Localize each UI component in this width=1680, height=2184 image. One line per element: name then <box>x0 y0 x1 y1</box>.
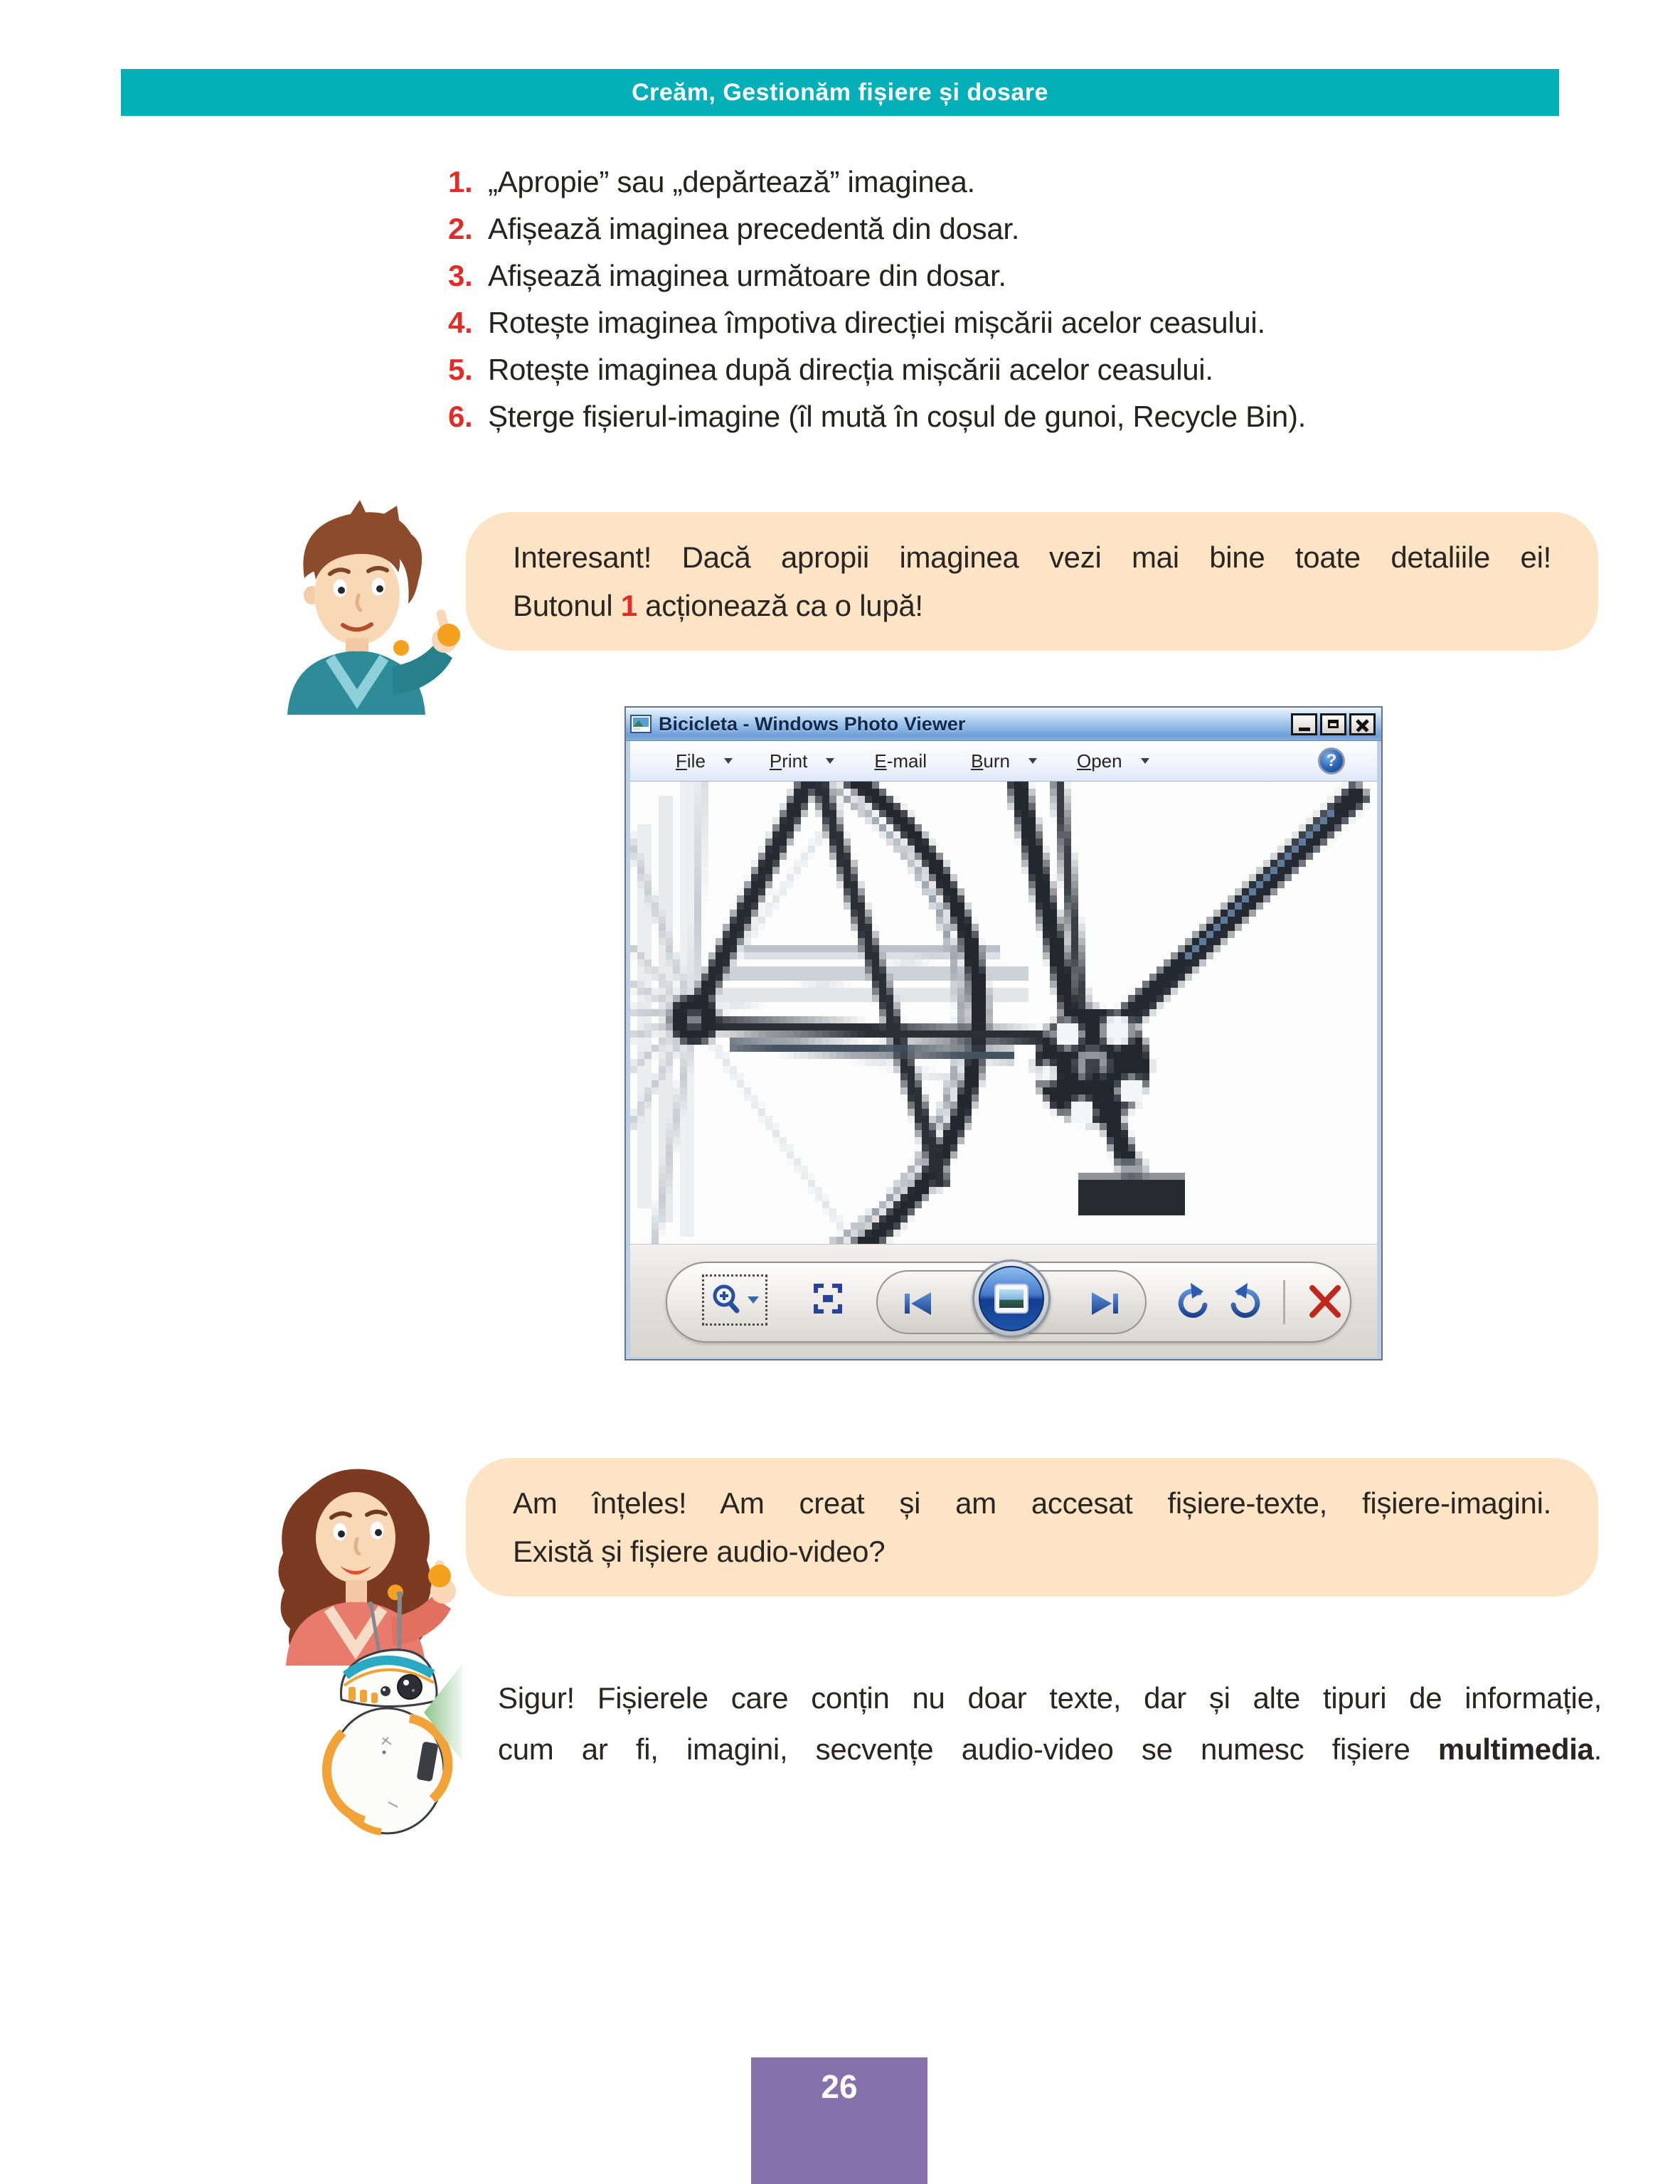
chevron-down-icon <box>747 1296 760 1304</box>
list-text: Afișează imaginea următoare din dosar. <box>488 259 1006 292</box>
speech-bubble-girl <box>466 1458 1598 1597</box>
play-slideshow-button[interactable] <box>972 1259 1051 1338</box>
bubble-line: Am înțeles! Am creat și am accesat fișiere-texte, fișiere-imagini. <box>513 1486 1551 1520</box>
button-function-list <box>448 165 1558 447</box>
titlebar[interactable] <box>626 708 1381 741</box>
previous-button[interactable] <box>902 1290 933 1317</box>
window-title: Bicicleta - Windows Photo Viewer <box>659 713 966 735</box>
robot-speech-pointer <box>424 1663 462 1762</box>
chevron-down-icon <box>1028 758 1037 764</box>
help-button[interactable] <box>1318 747 1345 774</box>
toolbar-separator <box>1283 1280 1285 1324</box>
maximize-button[interactable] <box>1320 713 1346 735</box>
list-text: Rotește imaginea împotiva direcției mișcării acelor ceasului. <box>488 306 1265 339</box>
menubar <box>630 741 1377 782</box>
minimize-icon <box>1299 728 1310 731</box>
close-button[interactable] <box>1349 713 1376 735</box>
list-number: 2. <box>448 212 473 245</box>
chevron-down-icon <box>826 758 834 764</box>
menu-open[interactable]: O pen <box>1077 750 1149 772</box>
bubble-text: Butonul <box>513 588 621 622</box>
list-text: „Apropie” sau „depărtează” imaginea. <box>488 165 975 198</box>
bubble-text: acționează ca o lupă! <box>637 588 923 622</box>
list-item <box>448 353 1558 400</box>
multimedia-term: multimedia <box>1437 1732 1594 1766</box>
toolbar-pill <box>666 1262 1351 1343</box>
list-item <box>448 212 1558 259</box>
boy-character <box>242 487 469 715</box>
bubble-line: Există și fișiere audio-video? <box>513 1534 886 1568</box>
chapter-header <box>121 69 1559 116</box>
next-button[interactable] <box>1090 1290 1121 1317</box>
list-number: 3. <box>448 259 473 292</box>
chevron-down-icon <box>724 758 733 764</box>
app-icon <box>630 714 652 734</box>
bubble-line: Interesant! Dacă apropii imaginea vezi mai bine toate detaliile ei! <box>513 540 1551 574</box>
list-item <box>448 259 1558 306</box>
list-text: Rotește imaginea după direcția mișcării acelor ceasului. <box>488 353 1213 386</box>
rotate-clockwise-button[interactable] <box>1229 1283 1265 1321</box>
menu-burn[interactable]: B urn <box>971 750 1037 772</box>
menu-email[interactable]: E -mail <box>874 750 927 772</box>
photo-viewer-window <box>624 706 1383 1360</box>
chapter-title: Creăm, Gestionăm fișiere și dosare <box>632 78 1048 106</box>
list-text: Afișează imaginea precedentă din dosar. <box>488 212 1020 245</box>
bubble-dot-large <box>428 1565 451 1587</box>
list-text: Șterge fișierul-imagine (îl mută în coșul de gunoi, Recycle Bin). <box>488 400 1307 433</box>
viewer-toolbar <box>630 1244 1377 1357</box>
speech-bubble-boy <box>466 512 1598 651</box>
list-number: 5. <box>448 353 473 386</box>
fit-to-window-button[interactable] <box>813 1283 843 1314</box>
menu-print[interactable]: P rint <box>770 750 834 772</box>
slideshow-icon <box>979 1266 1044 1331</box>
bubble-line <box>513 582 1551 630</box>
page-number-box <box>751 2057 927 2184</box>
list-number: 6. <box>448 400 473 433</box>
zoom-button[interactable] <box>702 1274 767 1326</box>
robot-speech-text <box>498 1673 1602 1775</box>
list-item <box>448 400 1558 447</box>
delete-button[interactable] <box>1307 1282 1343 1321</box>
magnifier-plus-icon <box>710 1283 744 1317</box>
list-item <box>448 165 1558 212</box>
list-item <box>448 306 1558 353</box>
bubble-dot-small <box>393 640 409 656</box>
page-number: 26 <box>821 2068 858 2105</box>
robot-line: Sigur! Fișierele care conțin nu doar texte, dar și alte tipuri de informație, <box>498 1681 1602 1715</box>
button-number-ref: 1 <box>620 588 637 622</box>
navigation-pill <box>876 1270 1147 1334</box>
list-number: 1. <box>448 165 473 198</box>
robot-line: cum ar fi, imagini, secvențe audio-video se numesc fișiere multimedia. <box>498 1732 1602 1766</box>
minimize-button[interactable] <box>1291 713 1317 735</box>
bubble-dot-large <box>437 624 460 646</box>
chevron-down-icon <box>1141 758 1149 764</box>
menu-file[interactable]: F ile <box>676 750 733 772</box>
bicycle-photo <box>630 782 1377 1244</box>
rotate-counterclockwise-button[interactable] <box>1174 1283 1209 1321</box>
help-question-icon: ? <box>1326 751 1337 770</box>
maximize-icon <box>1328 720 1339 728</box>
image-canvas-area <box>630 782 1377 1244</box>
list-number: 4. <box>448 306 473 339</box>
